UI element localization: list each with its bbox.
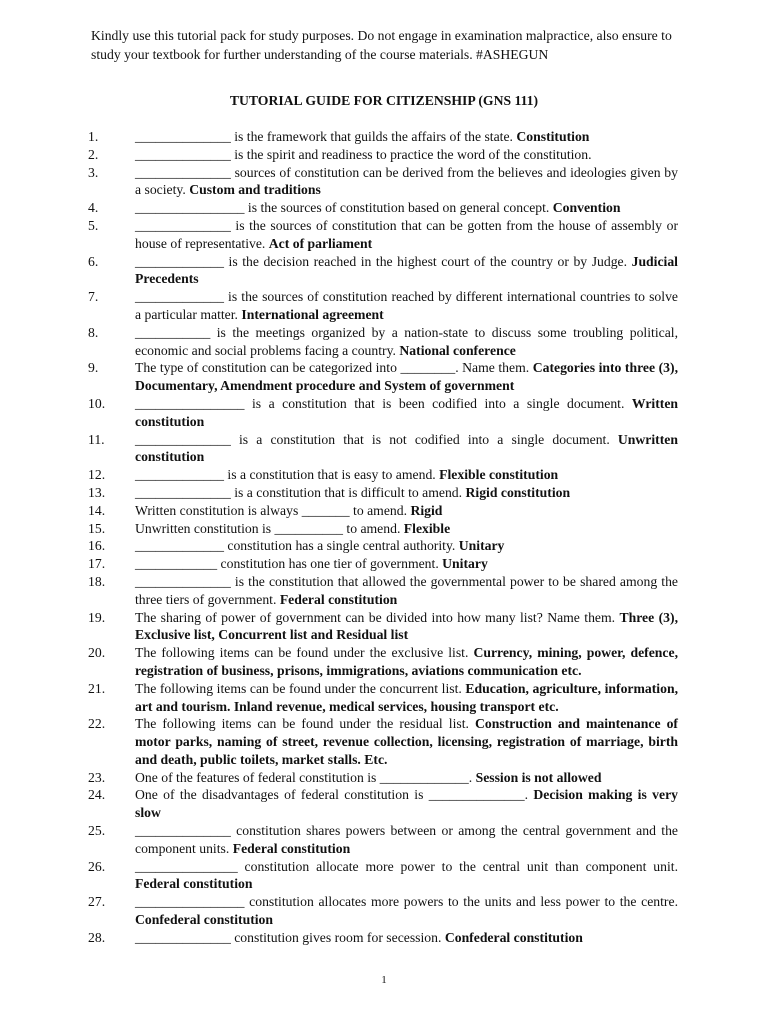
question-number: 8.: [88, 324, 99, 340]
list-item: [0, 199, 768, 217]
question-number: 2.: [88, 146, 99, 162]
question-text: _____________ is the sources of constitution reached by different international countries to solve a particular matter.: [135, 289, 678, 322]
list-item: [0, 769, 768, 787]
question-answer: Written constitution: [135, 395, 679, 429]
list-item: [0, 128, 768, 146]
question-text: _____________ is the decision reached in the highest court of the country or by Judge.: [135, 253, 628, 269]
question-text: ________________ constitution allocates more powers to the units and less power to the centre.: [135, 894, 678, 910]
question-answer: Unwritten constitution: [135, 431, 678, 465]
question-text: The following items can be found under the residual list.: [135, 716, 469, 732]
question-number: 15.: [88, 520, 106, 536]
list-item: [0, 164, 768, 200]
question-answer: Convention: [552, 200, 621, 216]
question-number: 12.: [88, 467, 106, 483]
question-number: 17.: [88, 556, 106, 572]
question-text: The following items can be found under the concurrent list.: [135, 680, 462, 696]
question-text: ______________ is the spirit and readiness to practice the word of the constitution.: [135, 146, 592, 162]
question-text: ________________ is the sources of constitution based on general concept.: [135, 200, 550, 216]
question-text: ______________ is a constitution that is not codified into a single document.: [135, 431, 610, 447]
question-answer: Confederal constitution: [444, 929, 583, 945]
question-number: 16.: [88, 538, 106, 554]
question-answer: Construction and maintenance of motor parks, naming of street, revenue collection, licensing, registration of marriage, birth and death, public toilets, market stalls. Etc.: [135, 716, 678, 767]
list-item: [0, 555, 768, 573]
question-number: 7.: [88, 289, 99, 305]
list-item: [0, 359, 768, 395]
question-text: The type of constitution can be categorized into ________. Name them.: [135, 360, 530, 376]
list-item: [0, 644, 768, 680]
question-number: 22.: [88, 716, 106, 732]
question-text: _______________ constitution allocate more power to the central unit than component unit.: [135, 858, 678, 874]
question-answer: Federal constitution: [279, 591, 398, 607]
question-answer: National conference: [399, 342, 516, 358]
question-number: 10.: [88, 395, 106, 411]
question-number: 5.: [88, 217, 99, 233]
question-answer: Rigid: [410, 502, 443, 518]
list-item: [0, 395, 768, 431]
list-item: [0, 288, 768, 324]
question-number: 1.: [88, 129, 99, 144]
page-title: TUTORIAL GUIDE FOR CITIZENSHIP (GNS 111): [229, 93, 539, 108]
question-text: ________________ is a constitution that is been codified into a single document.: [135, 395, 625, 411]
question-answer: Act of parliament: [268, 235, 373, 251]
question-text: _____________ constitution has a single central authority.: [135, 538, 456, 554]
list-item: [0, 466, 768, 484]
question-number: 14.: [88, 502, 106, 518]
list-item: [0, 146, 768, 164]
question-answer: Unitary: [458, 538, 505, 554]
question-number: 6.: [88, 253, 99, 269]
list-item: [0, 609, 768, 645]
page-number: 1: [381, 974, 387, 986]
list-item: [0, 431, 768, 467]
question-number: 26.: [88, 858, 106, 874]
question-text: Written constitution is always _______ to amend.: [135, 502, 408, 518]
question-number: 28.: [88, 929, 106, 945]
question-answer: International agreement: [241, 306, 384, 322]
list-item: [0, 484, 768, 502]
list-item: [0, 822, 768, 858]
question-text: ___________ is the meetings organized by a nation-state to discuss some troubling political, economic and social problems facing a country.: [135, 324, 678, 358]
question-text: One of the disadvantages of federal constitution is ______________.: [135, 787, 529, 803]
question-number: 24.: [88, 787, 106, 803]
question-text: ____________ constitution has one tier of government.: [135, 556, 439, 572]
question-text: _____________ is a constitution that is easy to amend.: [135, 467, 436, 483]
question-list: [0, 128, 768, 947]
question-text: ______________ sources of constitution can be derived from the believes and ideologies given by a society.: [135, 164, 678, 198]
question-number: 11.: [88, 431, 105, 447]
question-answer: Federal constitution: [232, 840, 351, 856]
question-number: 13.: [88, 484, 106, 500]
question-text: ______________ is the framework that guilds the affairs of the state.: [135, 129, 513, 144]
question-answer: Federal constitution: [135, 876, 253, 892]
list-item: [0, 573, 768, 609]
list-item: [0, 324, 768, 360]
question-text: One of the features of federal constitution is _____________.: [135, 769, 473, 785]
list-item: [0, 217, 768, 253]
question-number: 9.: [88, 360, 99, 376]
question-number: 23.: [88, 769, 106, 785]
question-answer: Custom and traditions: [189, 182, 321, 198]
question-answer: Categories into three (3), Documentary, Amendment procedure and System of government: [135, 360, 679, 394]
question-text: Unwritten constitution is __________ to amend.: [135, 520, 401, 536]
list-item: [0, 502, 768, 520]
question-number: 20.: [88, 645, 106, 661]
question-text: The sharing of power of government can be divided into how many list? Name them.: [135, 609, 616, 625]
list-item: [0, 537, 768, 555]
question-answer: Three (3), Exclusive list, Concurrent list and Residual list: [135, 609, 678, 643]
question-answer: Currency, mining, power, defence, registration of business, prisons, immigrations, aviations communication etc.: [135, 645, 678, 678]
list-item: [0, 858, 768, 894]
question-text: The following items can be found under the exclusive list.: [135, 645, 469, 661]
question-number: 25.: [88, 823, 106, 839]
question-answer: Flexible: [403, 520, 451, 536]
question-number: 27.: [88, 894, 106, 910]
question-number: 3.: [88, 164, 99, 180]
question-number: 21.: [88, 680, 106, 696]
question-answer: Unitary: [442, 556, 488, 572]
list-item: [0, 893, 768, 929]
list-item: [0, 680, 768, 716]
list-item: [0, 929, 768, 947]
intro-note: Kindly use this tutorial pack for study purposes. Do not engage in examination malpractice, also ensure to study your textbook for further understanding of the course materials. #ASHEGUN: [91, 28, 672, 62]
question-text: ______________ constitution gives room for secession.: [135, 929, 442, 945]
list-item: [0, 253, 768, 289]
question-text: ______________ constitution shares powers between or among the central government and the component units.: [135, 823, 678, 856]
question-text: ______________ is the sources of constitution that can be gotten from the house of assembly or house of representative.: [135, 217, 678, 251]
question-number: 4.: [88, 200, 99, 216]
list-item: [0, 715, 768, 768]
question-answer: Confederal constitution: [135, 912, 274, 928]
question-answer: Session is not allowed: [475, 769, 602, 785]
question-answer: Flexible constitution: [439, 467, 559, 483]
question-text: ______________ is a constitution that is difficult to amend.: [135, 484, 463, 500]
question-number: 18.: [88, 573, 106, 589]
list-item: [0, 520, 768, 538]
question-number: 19.: [88, 609, 106, 625]
question-answer: Constitution: [516, 129, 590, 144]
question-answer: Education, agriculture, information, art and tourism. Inland revenue, medical services, housing transport etc.: [135, 680, 678, 714]
question-answer: Rigid constitution: [465, 484, 571, 500]
question-answer: Judicial Precedents: [135, 253, 678, 287]
question-answer: Decision making is very slow: [135, 787, 678, 821]
list-item: [0, 786, 768, 822]
question-text: ______________ is the constitution that allowed the governmental power to be shared among the three tiers of government.: [135, 573, 678, 607]
